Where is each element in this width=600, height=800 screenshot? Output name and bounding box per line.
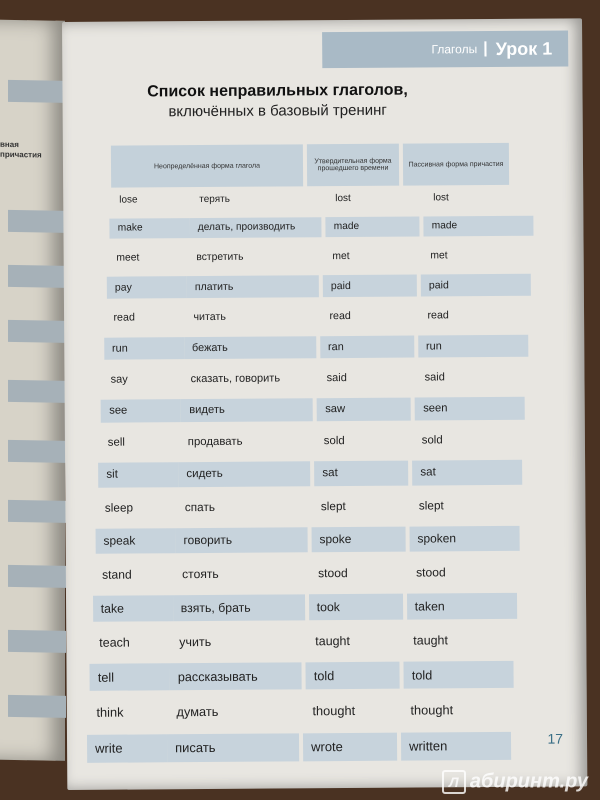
verb-infinitive: think [96, 704, 124, 721]
page-title [112, 81, 442, 120]
table-row [87, 731, 511, 762]
table-row [103, 365, 527, 391]
left-page-fragment [8, 630, 66, 653]
table-row [97, 493, 521, 521]
lesson-header [322, 30, 568, 68]
verb-participle: sat [412, 460, 522, 485]
header-separator: | [483, 40, 488, 58]
verb-infinitive: read [113, 311, 135, 324]
verb-translation: бежать [184, 336, 316, 359]
verb-participle: taught [413, 633, 448, 648]
verb-past: paid [323, 275, 417, 297]
table-row [107, 274, 531, 298]
verb-infinitive: take [93, 595, 173, 622]
verb-translation: продавать [187, 435, 243, 449]
verb-participle: said [424, 371, 445, 384]
verb-participle: made [424, 215, 534, 236]
verb-past: read [329, 310, 351, 323]
verb-translation: взять, брать [173, 594, 305, 621]
column-header-infinitive: Неопределённая форма глагола [111, 144, 303, 187]
verb-infinitive: write [87, 734, 167, 763]
verb-participle: taken [407, 592, 517, 619]
table-row [98, 460, 522, 487]
verb-infinitive: say [110, 373, 128, 386]
verb-infinitive: run [104, 337, 184, 360]
lesson-label: Урок 1 [495, 38, 553, 59]
verb-past: sat [314, 461, 408, 486]
left-page-fragment [8, 380, 66, 403]
table-row [90, 661, 514, 691]
verb-participle: read [427, 309, 449, 322]
table-row [108, 245, 532, 269]
verb-translation: говорить [175, 527, 307, 553]
left-page-label: вная причастия [0, 139, 42, 160]
verb-translation: читать [193, 311, 227, 324]
table-row [95, 525, 519, 553]
left-page-edge [0, 19, 65, 761]
verb-translation: встретить [196, 251, 244, 263]
verb-translation: учить [179, 634, 212, 650]
table-row [93, 592, 517, 621]
verb-translation: сидеть [178, 462, 310, 487]
verb-past: took [309, 593, 403, 620]
verb-participle: run [418, 334, 528, 357]
verb-past: thought [312, 703, 356, 719]
table-row [101, 396, 525, 422]
book-page [62, 18, 588, 793]
verb-translation: писать [167, 733, 299, 762]
left-page-fragment [8, 80, 66, 103]
verb-infinitive: tell [90, 663, 170, 691]
table-row [94, 559, 518, 588]
verb-infinitive: teach [99, 635, 130, 650]
verb-past: met [332, 250, 350, 262]
verb-past: slept [320, 499, 346, 513]
table-row [104, 334, 528, 359]
verb-infinitive: sleep [104, 501, 134, 515]
column-header-past: Утвердительная форма прошедшего времени [307, 144, 399, 187]
verb-translation: думать [176, 704, 219, 720]
verb-participle: told [404, 661, 514, 689]
verb-participle: paid [421, 274, 531, 296]
verb-translation: платить [187, 276, 319, 298]
title-line-1: Список неправильных глаголов, [147, 81, 408, 101]
verb-infinitive: sell [107, 436, 125, 449]
verb-past: sold [323, 435, 345, 448]
verb-participle: seen [415, 396, 525, 420]
left-page-fragment [8, 500, 66, 523]
left-page-fragment [8, 210, 66, 233]
verb-past: ran [320, 335, 414, 358]
verb-infinitive: make [110, 218, 190, 239]
verb-past: taught [315, 633, 350, 649]
verb-participle: sold [421, 434, 443, 447]
verb-infinitive: meet [116, 252, 140, 264]
verb-translation: рассказывать [170, 663, 302, 691]
verb-translation: стоять [182, 566, 219, 581]
verb-infinitive: pay [107, 276, 187, 298]
watermark-text: абиринт.ру [469, 770, 588, 793]
table-row [110, 215, 534, 238]
verb-participle: spoken [409, 525, 519, 551]
verb-translation: спать [184, 500, 215, 514]
verb-translation: сказать, говорить [190, 372, 281, 385]
title-line-2: включённых в базовый тренинг [168, 101, 387, 121]
verb-infinitive: speak [95, 528, 175, 554]
verb-infinitive: see [101, 399, 181, 423]
watermark-logo [442, 770, 588, 794]
verb-participle: lost [433, 191, 449, 203]
labirint-logo-icon: Л [442, 770, 466, 794]
verb-infinitive: stand [102, 567, 132, 582]
verb-past: said [326, 371, 347, 385]
verb-participle: slept [418, 498, 444, 513]
verb-translation: терять [199, 193, 230, 205]
left-page-fragment [8, 695, 66, 718]
table-header [111, 143, 511, 188]
table-row [111, 187, 535, 210]
verb-past: made [326, 216, 420, 237]
left-page-fragment [8, 440, 66, 463]
verb-translation: делать, производить [190, 217, 322, 238]
left-page-fragment [8, 265, 66, 288]
column-header-participle: Пассивная форма причастия [403, 143, 509, 186]
table-row [100, 428, 524, 455]
verb-participle: written [401, 731, 511, 760]
verb-participle: met [430, 250, 448, 262]
verb-past: stood [318, 565, 348, 580]
verb-past: wrote [303, 732, 397, 761]
left-page-fragment [8, 320, 66, 343]
verb-infinitive: sit [98, 463, 178, 488]
verb-participle: stood [416, 565, 446, 580]
table-row [91, 627, 515, 657]
verb-past: lost [335, 192, 351, 204]
verb-past: spoke [311, 526, 405, 552]
section-label: Глаголы [431, 42, 478, 57]
table-row [88, 696, 512, 726]
page-number: 17 [547, 730, 564, 747]
verb-past: saw [317, 397, 411, 421]
verb-participle: thought [410, 702, 454, 718]
left-page-fragment [8, 565, 66, 588]
verb-infinitive: lose [119, 193, 138, 206]
verb-translation: видеть [181, 398, 313, 422]
verb-past: told [306, 662, 400, 690]
table-row [105, 304, 529, 329]
